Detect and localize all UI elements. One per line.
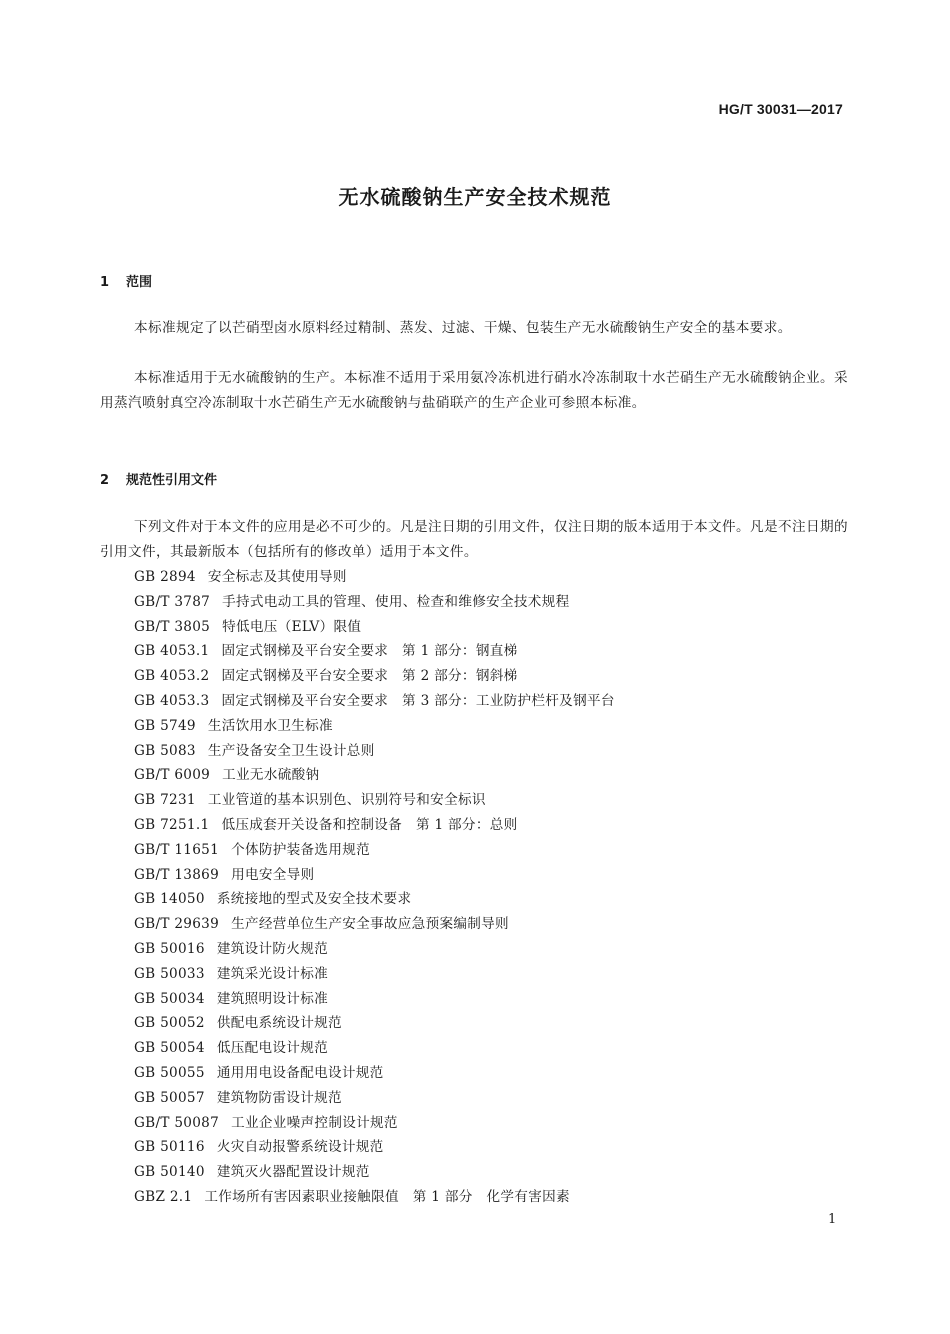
reference-code: GB 50140 — [134, 1164, 205, 1181]
reference-title: 工业管道的基本识别色、识别符号和安全标识 — [207, 792, 486, 809]
reference-title: 个体防护装备选用规范 — [231, 841, 370, 858]
reference-item — [134, 937, 615, 962]
references-intro-paragraph: 下列文件对于本文件的应用是必不可少的。凡是注日期的引用文件，仅注日期的版本适用于本文件。凡是不注日期的引用文件，其最新版本（包括所有的修改单）适用于本文件。 — [100, 519, 848, 560]
reference-item — [134, 813, 615, 838]
reference-item — [134, 615, 615, 640]
reference-item — [134, 962, 615, 987]
reference-item — [134, 912, 615, 937]
section-number: 2 — [100, 473, 110, 488]
reference-title: 特低电压（ELV）限值 — [222, 618, 362, 635]
reference-code: GB 50052 — [134, 1015, 205, 1032]
reference-title: 固定式钢梯及平台安全要求 第 3 部分：工业防护栏杆及钢平台 — [221, 692, 615, 709]
reference-title: 生产经营单位生产安全事故应急预案编制导则 — [231, 916, 509, 933]
reference-title: 工业无水硫酸钠 — [222, 767, 320, 784]
reference-item — [134, 763, 615, 788]
reference-title: 通用用电设备配电设计规范 — [216, 1064, 384, 1081]
reference-title: 低压配电设计规范 — [216, 1040, 328, 1057]
section-title: 规范性引用文件 — [126, 473, 218, 488]
reference-title: 固定式钢梯及平台安全要求 第 1 部分：钢直梯 — [221, 643, 518, 660]
reference-item — [134, 887, 615, 912]
reference-title: 生活饮用水卫生标准 — [207, 717, 333, 734]
reference-item — [134, 1135, 615, 1160]
scope-paragraph-1: 本标准规定了以芒硝型卤水原料经过精制、蒸发、过滤、干燥、包装生产无水硫酸钠生产安全的基本要求。 — [134, 320, 792, 336]
reference-item — [134, 714, 615, 739]
reference-code: GB/T 3787 — [134, 593, 211, 610]
reference-code: GB 50057 — [134, 1089, 205, 1106]
reference-title: 固定式钢梯及平台安全要求 第 2 部分：钢斜梯 — [221, 668, 518, 685]
reference-title: 低压成套开关设备和控制设备 第 1 部分：总则 — [221, 816, 518, 833]
reference-item — [134, 987, 615, 1012]
reference-title: 系统接地的型式及安全技术要求 — [216, 891, 412, 908]
reference-item — [134, 1160, 615, 1185]
reference-code: GB 4053.3 — [134, 692, 210, 709]
reference-title: 建筑灭火器配置设计规范 — [216, 1164, 370, 1181]
reference-code: GB 50016 — [134, 940, 205, 957]
reference-code: GB 14050 — [134, 891, 205, 908]
reference-item — [134, 689, 615, 714]
reference-code: GB 2894 — [134, 569, 196, 585]
scope-paragraph-2: 本标准适用于无水硫酸钠的生产。本标准不适用于采用氨冷冻机进行硝水冷冻制取十水芒硝生产无水硫酸钠企业。采用蒸汽喷射真空冷冻制取十水芒硝生产无水硫酸钠与盐硝联产的生产企业可参照本标准。 — [100, 370, 848, 411]
reference-code: GB/T 11651 — [134, 841, 220, 858]
reference-item — [134, 1036, 615, 1061]
reference-code: GB/T 3805 — [134, 618, 211, 635]
reference-item — [134, 1086, 615, 1111]
reference-code: GB 7231 — [134, 792, 196, 809]
reference-code: GB/T 29639 — [134, 916, 220, 933]
reference-title: 工业企业噪声控制设计规范 — [231, 1114, 398, 1131]
document-title: 无水硫酸钠生产安全技术规范 — [338, 185, 612, 209]
reference-code: GB 7251.1 — [134, 816, 210, 833]
reference-item — [134, 788, 615, 813]
reference-title: 建筑采光设计标准 — [216, 965, 328, 982]
reference-code: GB 5083 — [134, 742, 196, 759]
reference-code: GB 50033 — [134, 965, 205, 982]
reference-item — [134, 590, 615, 615]
reference-item — [134, 639, 615, 664]
reference-code: GB 5749 — [134, 717, 196, 734]
reference-title: 安全标志及其使用导则 — [207, 569, 347, 585]
reference-title: 火灾自动报警系统设计规范 — [216, 1139, 384, 1156]
reference-item — [134, 565, 615, 590]
section-heading-normative-references — [100, 469, 217, 488]
reference-code: GB/T 50087 — [134, 1114, 220, 1131]
reference-title: 用电安全导则 — [231, 866, 315, 883]
reference-item — [134, 863, 615, 888]
reference-code: GB 4053.2 — [134, 668, 210, 685]
section-number: 1 — [100, 275, 110, 290]
reference-code: GB/T 13869 — [134, 866, 220, 883]
reference-item — [134, 838, 615, 863]
reference-item — [134, 1011, 615, 1036]
reference-title: 生产设备安全卫生设计总则 — [207, 742, 375, 759]
reference-item — [134, 664, 615, 689]
reference-code: GB 50055 — [134, 1064, 205, 1081]
reference-code: GB 50116 — [134, 1139, 205, 1156]
reference-item — [134, 1111, 615, 1136]
reference-code: GB 50054 — [134, 1040, 205, 1057]
section-heading-scope — [100, 271, 152, 290]
reference-item — [134, 739, 615, 764]
reference-code: GB 50034 — [134, 990, 205, 1007]
reference-title: 供配电系统设计规范 — [216, 1015, 342, 1032]
reference-title: 建筑设计防火规范 — [216, 940, 328, 957]
reference-list — [134, 565, 615, 1210]
standard-code: HG/T 30031—2017 — [718, 101, 843, 117]
page-number: 1 — [828, 1212, 837, 1227]
reference-title: 工作场所有害因素职业接触限值 第 1 部分 化学有害因素 — [204, 1188, 570, 1205]
reference-code: GBZ 2.1 — [134, 1188, 193, 1205]
section-title: 范围 — [126, 275, 153, 290]
reference-item — [134, 1185, 615, 1210]
reference-title: 建筑照明设计标准 — [216, 990, 328, 1007]
reference-title: 建筑物防雷设计规范 — [216, 1089, 342, 1106]
reference-code: GB 4053.1 — [134, 643, 210, 660]
reference-item — [134, 1061, 615, 1086]
reference-code: GB/T 6009 — [134, 767, 211, 784]
reference-title: 手持式电动工具的管理、使用、检查和维修安全技术规程 — [222, 593, 570, 610]
